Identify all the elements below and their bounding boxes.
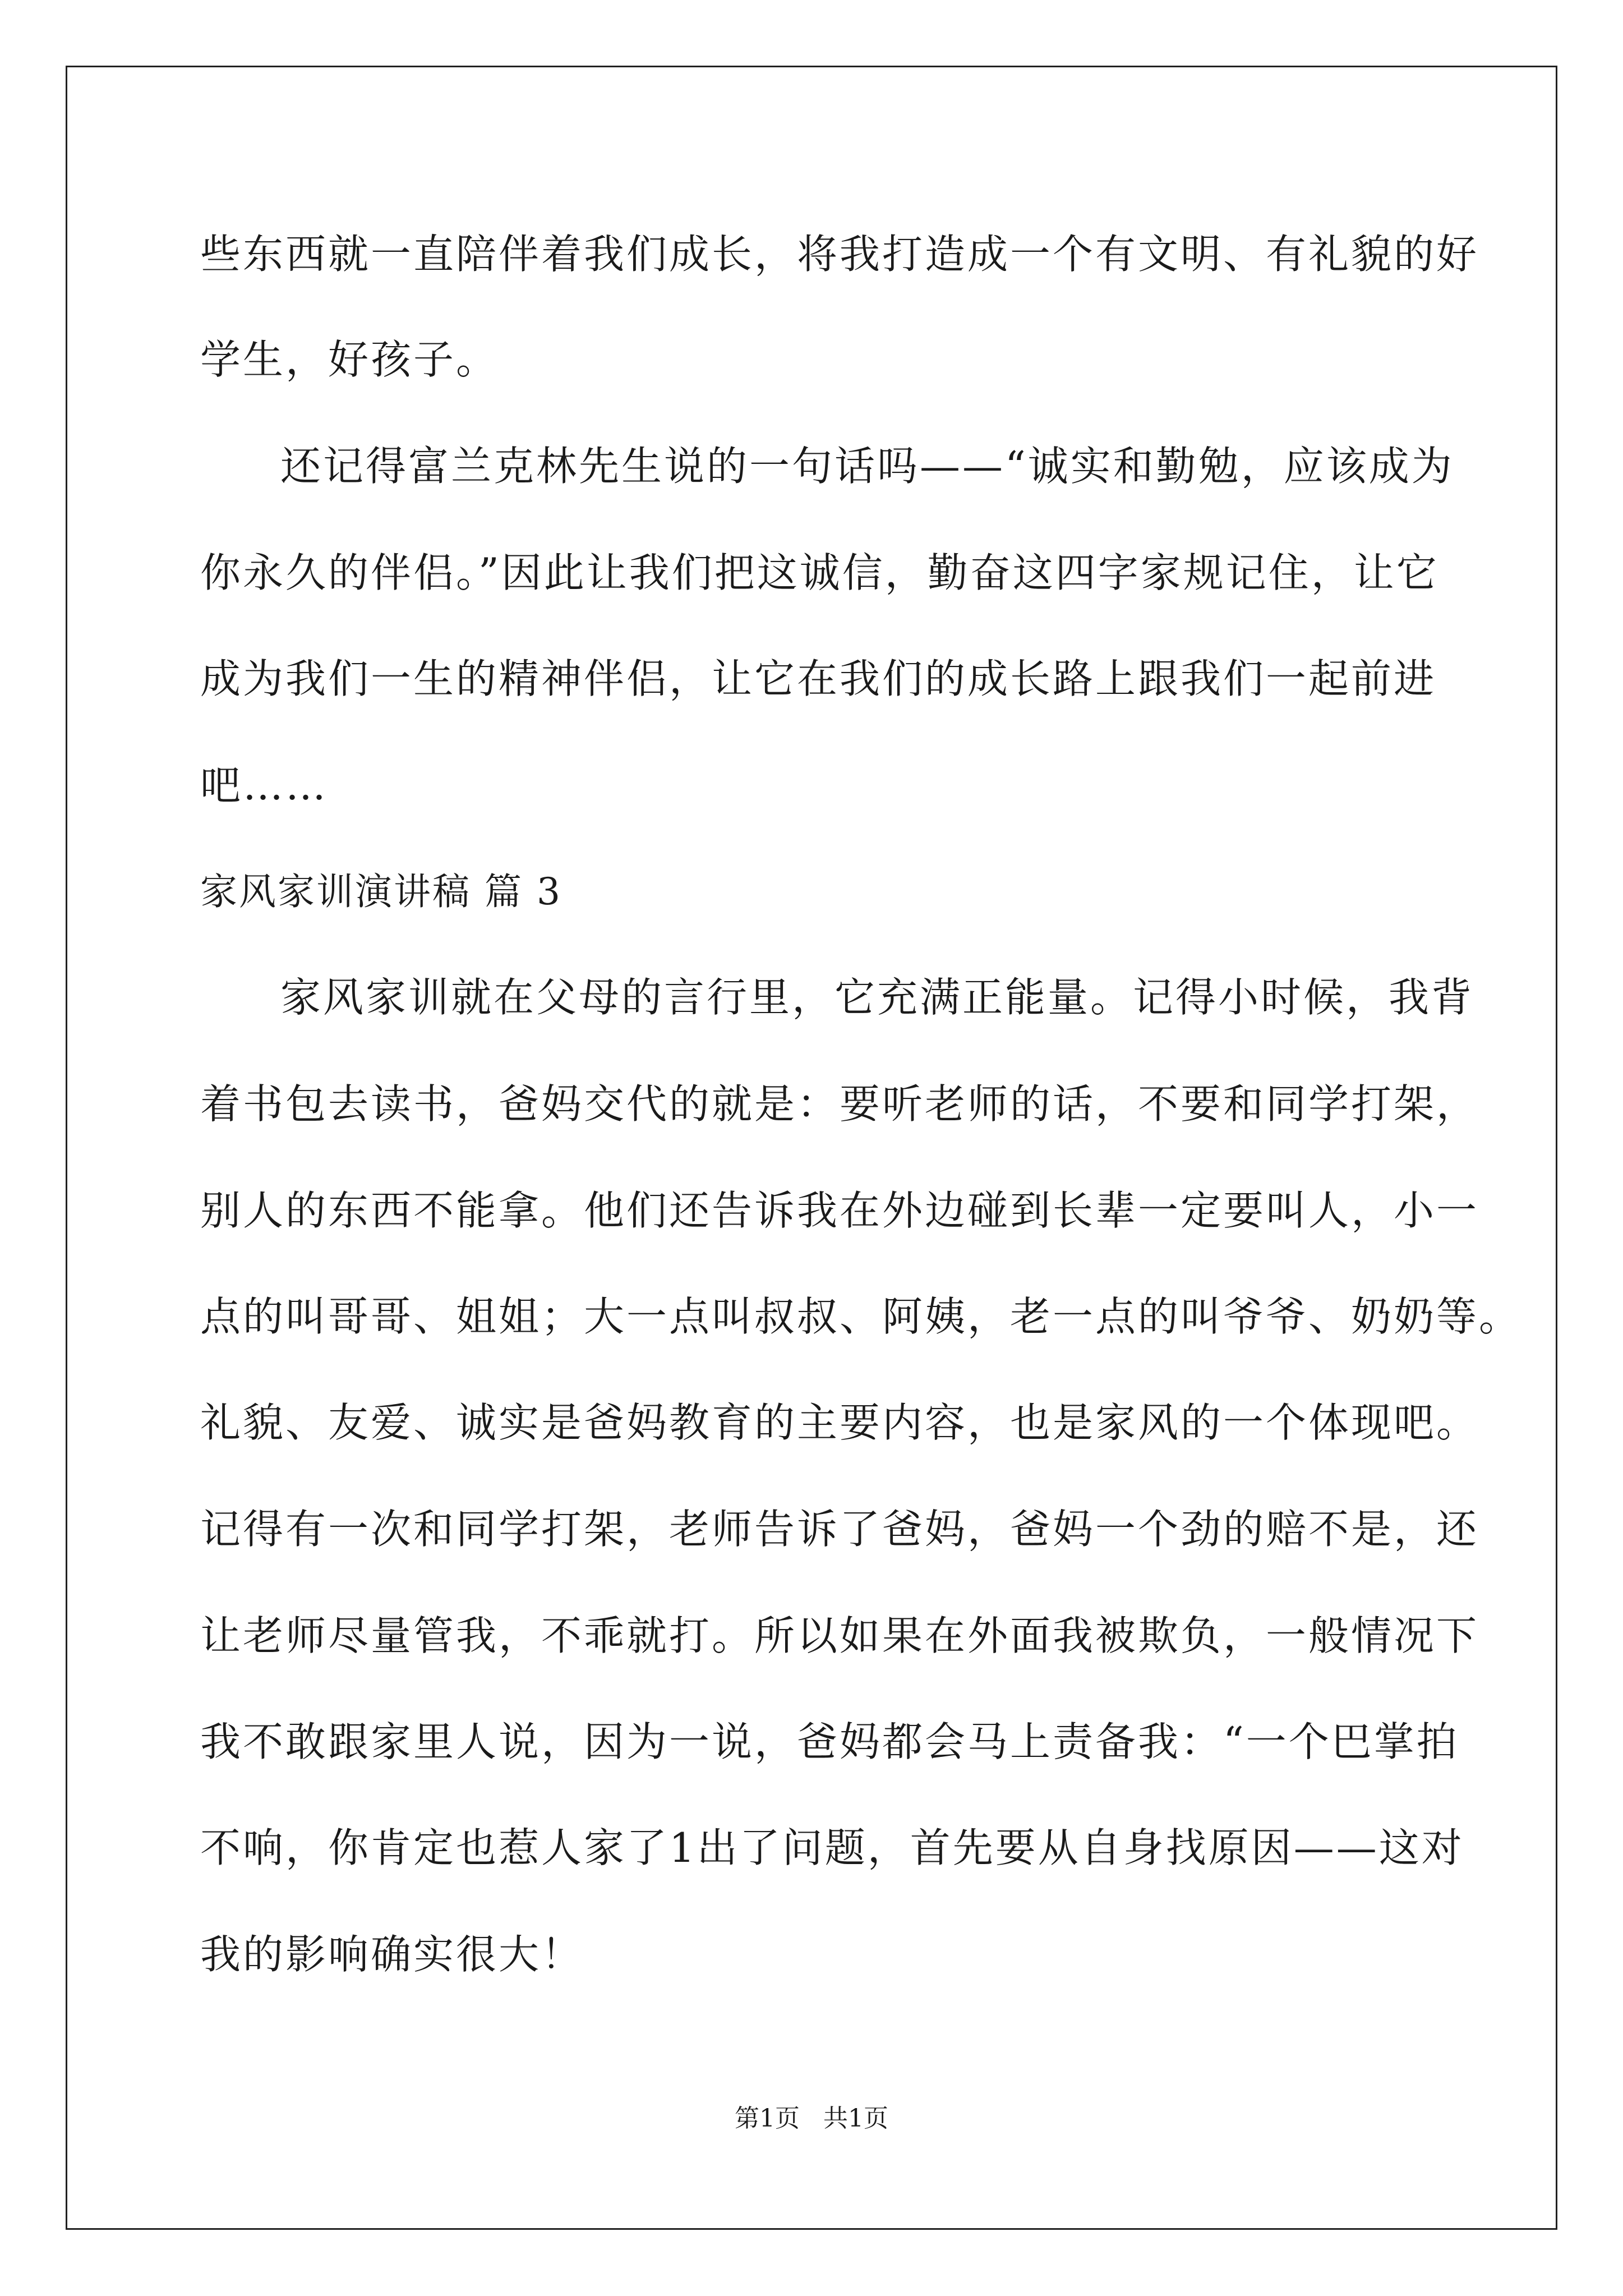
page-number-footer: 第1页 共1页 — [735, 2104, 888, 2133]
body-line-9: 着书包去读书，爸妈交代的就是：要听老师的话，不要和同学打架， — [200, 1080, 1479, 1128]
body-line-10: 别人的东西不能拿。他们还告诉我在外边碰到长辈一定要叫人，小一 — [200, 1187, 1479, 1234]
body-line-2: 学生，好孩子。 — [200, 336, 499, 383]
body-line-1: 些东西就一直陪伴着我们成长，将我打造成一个有文明、有礼貌的好 — [200, 231, 1479, 278]
body-line-4: 你永久的伴侣。”因此让我们把这诚信，勤奋这四字家规记住，让它 — [200, 549, 1439, 596]
body-line-14: 让老师尽量管我，不乖就打。所以如果在外面我被欺负，一般情况下 — [200, 1612, 1479, 1659]
body-line-12: 礼貌、友爱、诚实是爸妈教育的主要内容，也是家风的一个体现吧。 — [200, 1399, 1479, 1446]
section-heading: 家风家训演讲稿 篇 3 — [200, 870, 562, 913]
body-line-11: 点的叫哥哥、姐姐；大一点叫叔叔、阿姨，老一点的叫爷爷、奶奶等。 — [200, 1293, 1522, 1340]
body-line-15: 我不敢跟家里人说，因为一说，爸妈都会马上责备我：“一个巴掌拍 — [200, 1718, 1459, 1765]
body-line-5: 成为我们一生的精神伴侣，让它在我们的成长路上跟我们一起前进 — [200, 655, 1437, 702]
body-line-17: 我的影响确实很大！ — [200, 1931, 584, 1978]
body-line-16: 不响，你肯定也惹人家了1出了问题，首先要从自身找原因——这对 — [200, 1824, 1464, 1871]
paragraph-start-line: 还记得富兰克林先生说的一句话吗——“诚实和勤勉，应该成为 — [280, 443, 1454, 490]
body-line-6: 吧…… — [200, 762, 329, 809]
page-border — [66, 66, 1557, 2230]
body-line-13: 记得有一次和同学打架，老师告诉了爸妈，爸妈一个劲的赔不是，还 — [200, 1506, 1479, 1553]
paragraph-start-line: 家风家训就在父母的言行里，它充满正能量。记得小时候，我背 — [280, 974, 1474, 1021]
